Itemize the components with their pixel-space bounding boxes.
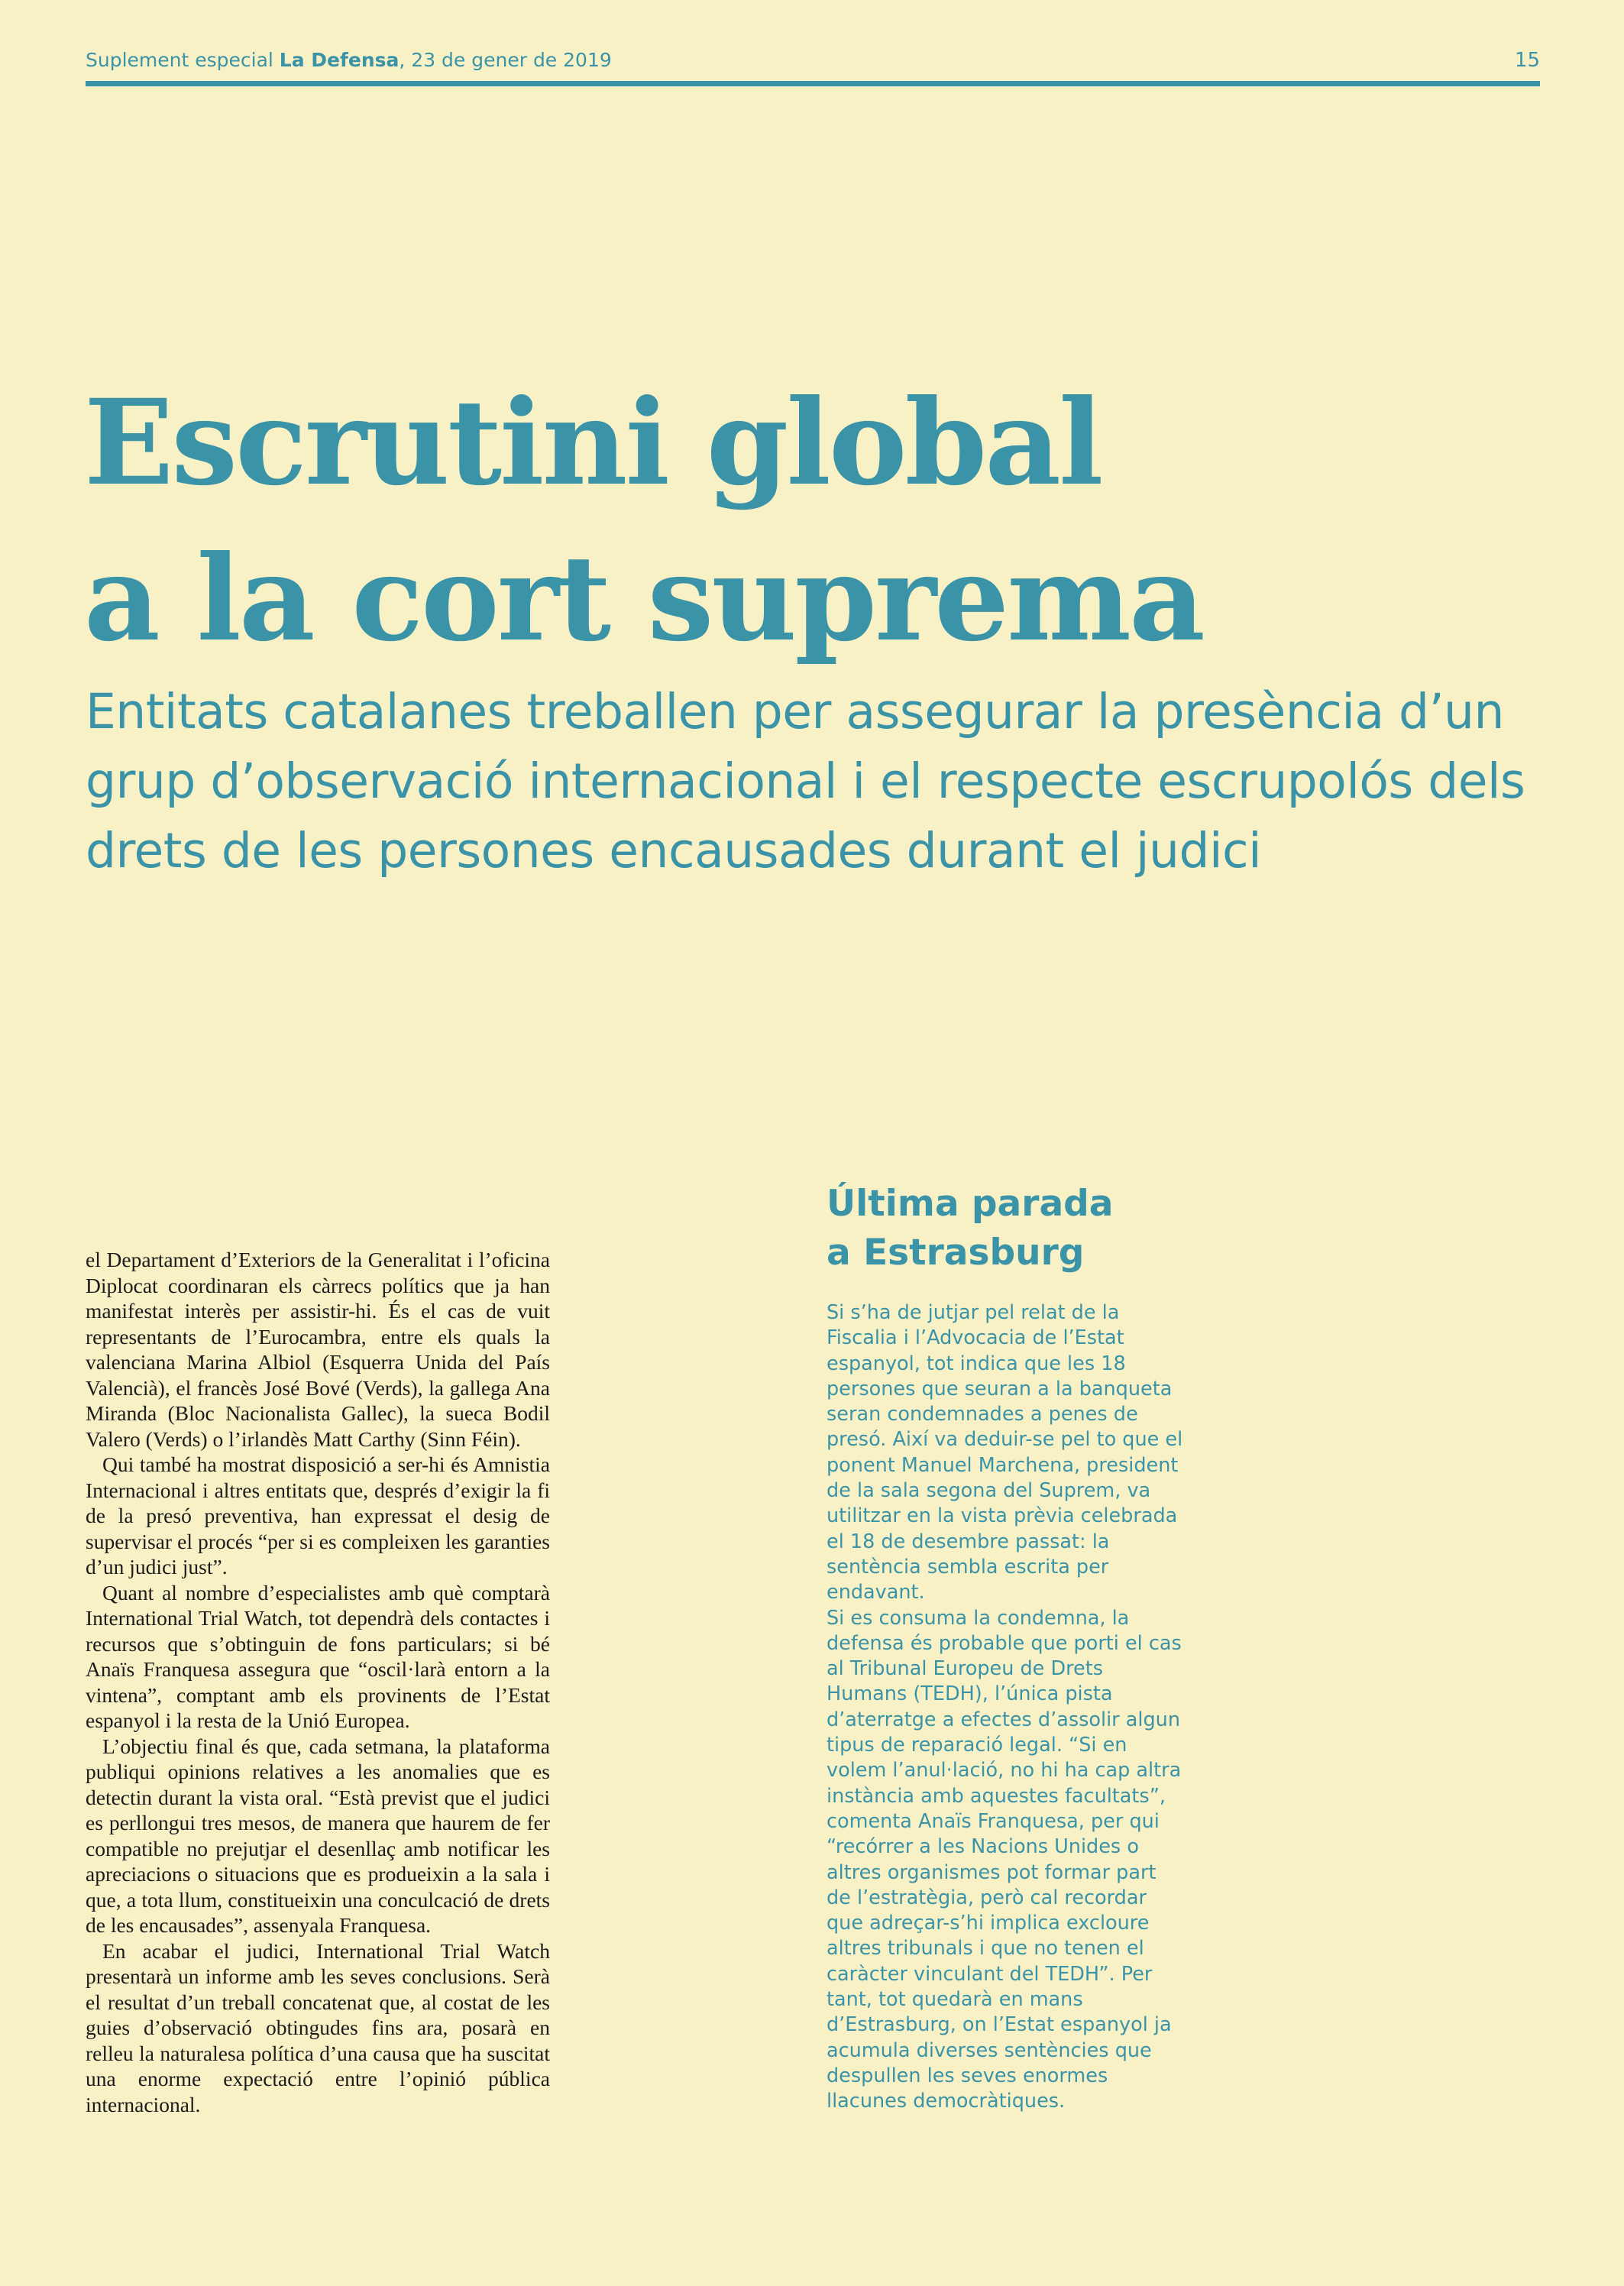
sidebar-body [827,1300,1186,2115]
header-divider [86,81,1540,86]
body-paragraph: Qui també ha mostrat disposició a ser-hi és Amnistia Internacional i altres entitats que, després d’exigir la fi de la presó preventiva, han expressat el desig de supervisar el procés “per si es compleixen les garanties d’un judici just”. [86,1452,550,1579]
sidebar-paragraph: Si es consuma la condemna, la defensa és probable que porti el cas al Tribunal Europeu de Drets Humans (TEDH), l’única pista d’aterratge a efectes d’assolir algun tipus de reparació legal. “Si en volem l’anul·lació, no hi ha cap altra instància amb aquestes facultats”, comenta Anaïs Franquesa, per qui “recórrer a les Nacions Unides o altres organismes pot formar part de l’estratègia, però cal recordar que adreçar-s’hi implica excloure altres tribunals i que no tenen el caràcter vinculant del TEDH”. Per tant, tot quedarà en mans d’Estrasburg, on l’Estat espanyol ja acumula diverses sentències que despullen les seves enormes llacunes democràtiques. [827,1606,1182,2113]
headline-line-1: Escrutini global [84,374,1102,512]
body-paragraph: el Departament d’Exteriors de la Generalitat i l’oficina Diplocat coordinaran els càrrecs polítics que ja han manifestat interès per assistir-hi. És el cas de vuit representants de l’Eurocambra, entre els quals la valenciana Marina Albiol (Esquerra Unida del País Valencià), el francès José Bové (Verds), la gallega Ana Miranda (Bloc Nacionalista Gallec), la sueca Bodil Valero (Verds) o l’irlandès Matt Carthy (Sinn Féin). [86,1248,550,1451]
article-body [86,1247,550,2117]
sidebar-title [827,1180,1114,1277]
publication-name: La Defensa [279,49,400,71]
running-head [86,49,612,71]
body-paragraph: En acabar el judici, International Trial Watch presentarà un informe amb les seves conclusions. Serà el resultat d’un treball concatenat que, al costat de les guies d’observació obtingudes fins ara, posarà en relleu la naturalesa política d’una causa que ha suscitat una enorme expectació entre l’opinió pública internacional. [86,1938,550,2116]
body-paragraph: Quant al nombre d’especialistes amb què comptarà International Trial Watch, tot dependrà dels contactes i recursos que s’obtinguin de fons particulars; si bé Anaïs Franquesa assegura que “oscil·larà entorn a la vintena”, comptant amb els provinents de l’Estat espanyol i la resta de la Unió Europea. [86,1580,550,1732]
running-head-prefix: Suplement especial [86,49,280,71]
headline-line-2: a la cort suprema [84,529,1203,668]
sidebar-paragraph: Si s’ha de jutjar pel relat de la Fiscalia i l’Advocacia de l’Estat espanyol, tot indica que les 18 persones que seuran a la banqueta seran condemnades a penes de presó. Així va deduir-se pel to que el ponent Manuel Marchena, president de la sala segona del Suprem, va utilitzar en la vista prèvia celebrada el 18 de desembre passat: la sentència sembla escrita per endavant. [827,1301,1183,1604]
body-paragraph: L’objectiu final és que, cada setmana, la plataforma publiqui opinions relatives a les anomalies que es detectin durant la vista oral. “Està previst que el judici es perllongui tres mesos, de manera que haurem de fer compatible no prejutjar el desenllaç amb notificar les apreciacions o situacions que es produeixin a la sala i que, a tota llum, constitueixin una conculcació de drets de les encausades”, assenyala Franquesa. [86,1734,550,1937]
issue-date: , 23 de gener de 2019 [399,49,612,71]
subheadline: Entitats catalanes treballen per assegurar la presència d’un grup d’observació internacional i el respecte escrupolós dels drets de les persones encausades durant el judici [86,684,1525,879]
page-number: 15 [1514,49,1540,72]
headline [84,365,1203,677]
sidebar-title-line-1: Última parada [827,1183,1114,1225]
sidebar-title-line-2: a Estrasburg [827,1232,1085,1274]
